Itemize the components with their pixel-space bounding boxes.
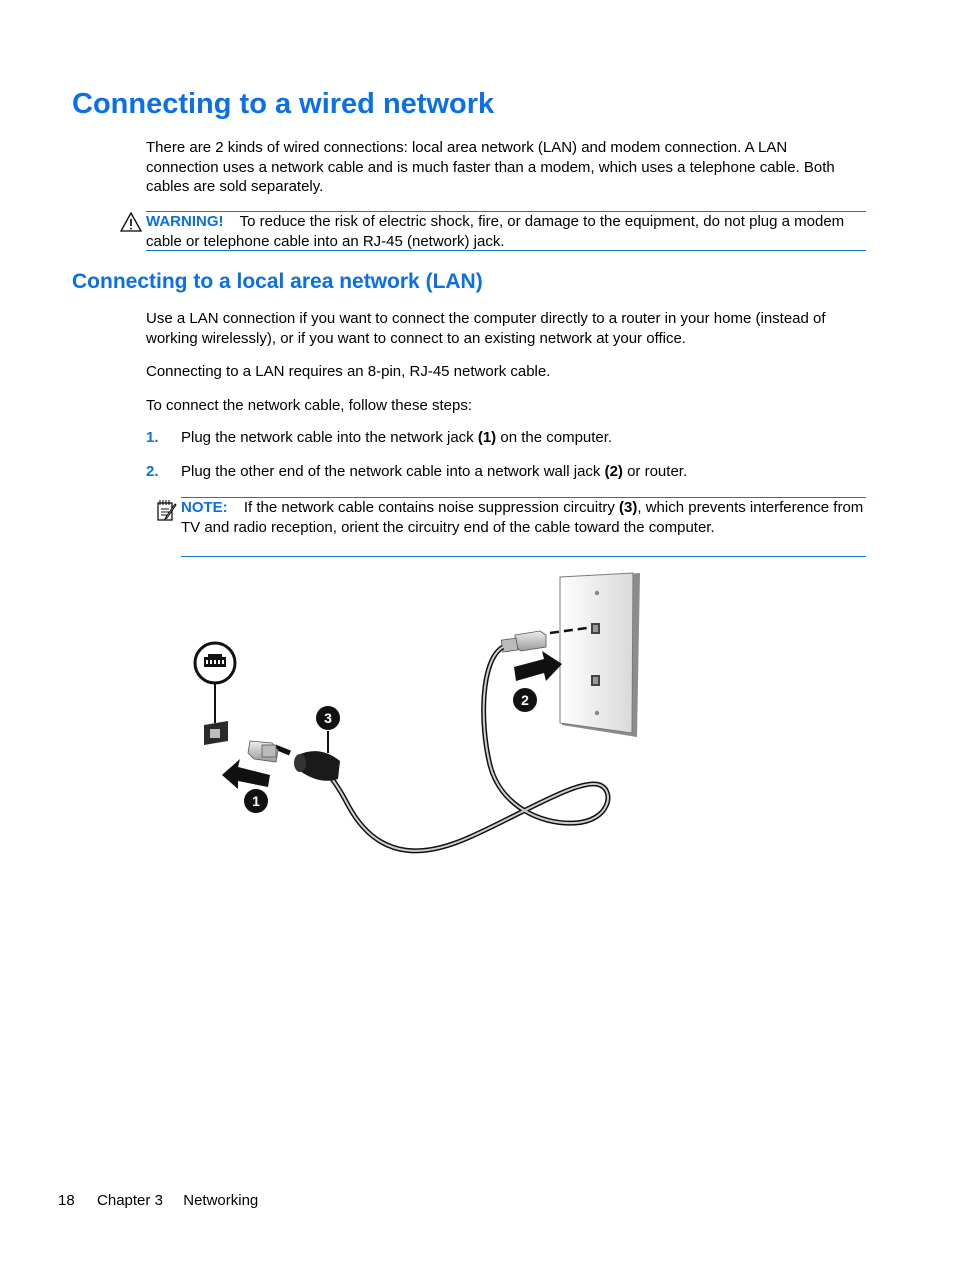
footer-section: Networking xyxy=(183,1192,259,1209)
step-2-text: Plug the other end of the network cable into a network wall jack (2) or router. xyxy=(181,463,688,480)
svg-text:1: 1 xyxy=(252,793,260,809)
svg-text:3: 3 xyxy=(324,710,332,726)
section-title: Connecting to a local area network (LAN) xyxy=(72,270,483,293)
note-label: NOTE: xyxy=(181,499,228,516)
intro-paragraph: There are 2 kinds of wired connections: local area network (LAN) and modem connection. A LAN connection uses a network cable and is much faster than a modem, which uses a telephone cable. Both cables are sold separately. xyxy=(146,139,835,195)
svg-text:2: 2 xyxy=(521,692,529,708)
wall-plate-icon xyxy=(560,573,640,737)
lan-paragraph: Use a LAN connection if you want to connect the computer directly to a router in your home (instead of working wirelessly), or if you want to connect to an existing network at your office. xyxy=(146,310,826,347)
page-footer xyxy=(58,1192,258,1209)
note-pad-icon xyxy=(156,498,178,522)
rj45-plug-icon xyxy=(501,631,546,652)
rj45-plug-icon xyxy=(248,741,278,762)
step-1-number: 1. xyxy=(146,429,159,446)
steps-intro-paragraph: To connect the network cable, follow these steps: xyxy=(146,397,473,414)
network-jack-symbol-icon xyxy=(195,643,235,683)
warning-callout xyxy=(146,211,866,251)
page-number: 18 xyxy=(58,1192,75,1209)
note-callout: NOTE: If the network cable contains noise suppression circuitry (3), which prevents interference from TV and radio reception, orient the circuitry end of the cable toward the computer. xyxy=(181,497,866,557)
warning-label: WARNING! xyxy=(146,213,224,230)
page-title: Connecting to a wired network xyxy=(72,88,495,120)
arrow-icon xyxy=(222,759,270,789)
step-1-text: Plug the network cable into the network jack (1) on the computer. xyxy=(181,429,613,446)
computer-rj45-port-icon xyxy=(204,721,228,745)
cable-requirement-paragraph: Connecting to a LAN requires an 8-pin, RJ-45 network cable. xyxy=(146,363,551,380)
ferrite-core-icon xyxy=(294,751,340,781)
arrow-icon xyxy=(514,651,562,681)
warning-triangle-icon xyxy=(120,212,142,232)
step-2-number: 2. xyxy=(146,463,159,480)
footer-chapter: Chapter 3 xyxy=(97,1192,163,1209)
warning-text: To reduce the risk of electric shock, fire, or damage to the equipment, do not plug a modem cable or telephone cable into an RJ-45 (network) jack. xyxy=(146,213,845,250)
network-connection-illustration xyxy=(180,565,660,880)
